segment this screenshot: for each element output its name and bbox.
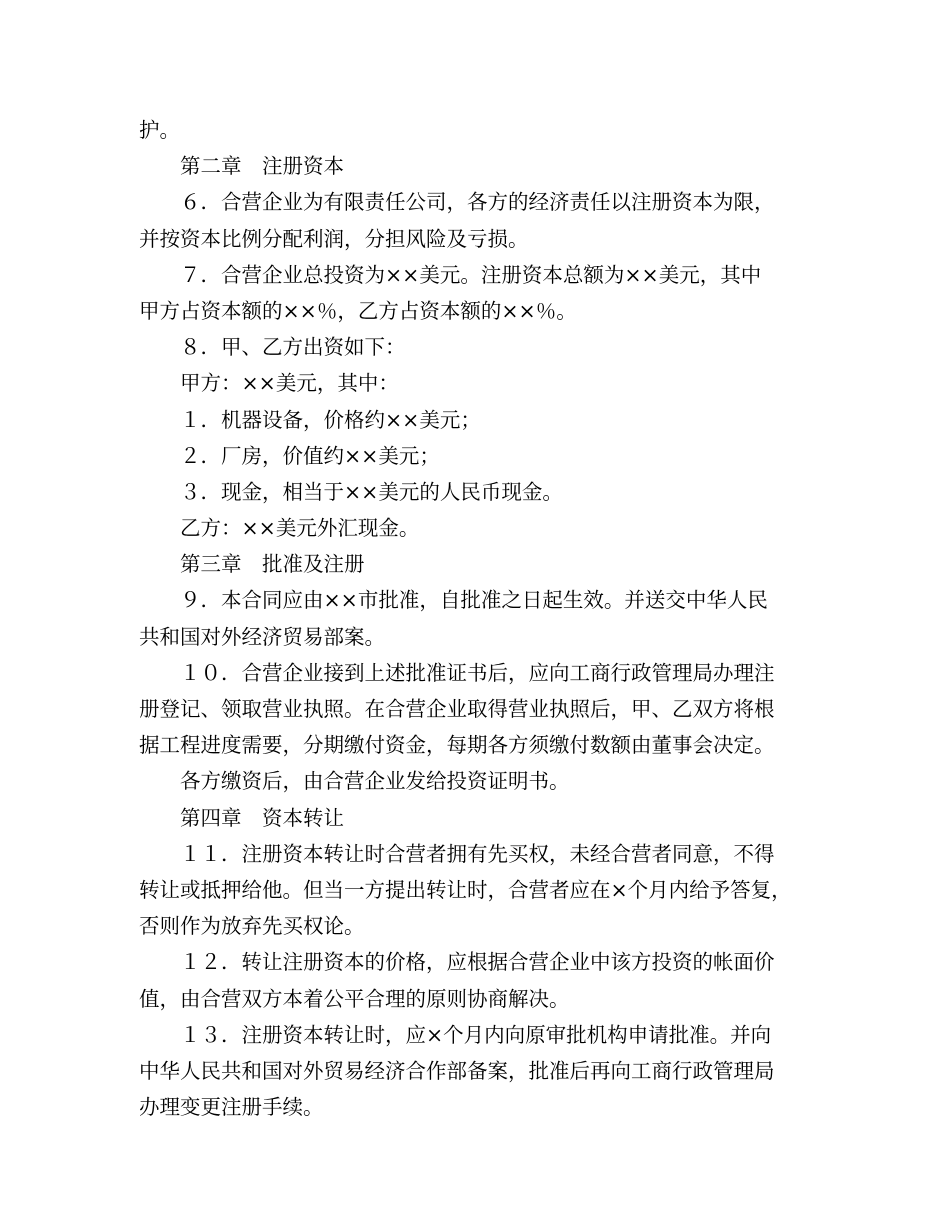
text-line: ３．现金，相当于××美元的人民币现金。 (180, 479, 563, 504)
text-line: 共和国对外经济贸易部案。 (139, 624, 385, 649)
text-line: 第三章 批准及注册 (180, 552, 365, 577)
text-line: ２．厂房，价值约××美元； (180, 443, 440, 468)
text-line: ８．甲、乙方出资如下： (180, 335, 406, 360)
text-line: 护。 (139, 118, 180, 142)
text-line: 办理变更注册手续。 (139, 1095, 324, 1120)
text-line: 转让或抵押给他。但当一方提出转让时，合营者应在×个月内给予答复， (139, 877, 792, 902)
text-line: １２．转让注册资本的价格，应根据合营企业中该方投资的帐面价 (180, 950, 775, 975)
document-body (139, 112, 814, 1125)
text-line: ９．本合同应由××市批准，自批准之日起生效。并送交中华人民 (180, 588, 768, 613)
text-line: 值，由合营双方本着公平合理的原则协商解决。 (139, 986, 570, 1011)
text-line: １３．注册资本转让时，应×个月内向原审批机构申请批准。并向 (180, 1022, 772, 1047)
text-line: 中华人民共和国对外贸易经济合作部备案，批准后再向工商行政管理局 (139, 1058, 775, 1083)
text-line: 否则作为放弃先买权论。 (139, 914, 365, 939)
text-line: 据工程进度需要，分期缴付资金，每期各方须缴付数额由董事会决定。 (139, 733, 775, 758)
text-line: 甲方：××美元，其中： (180, 371, 399, 396)
text-line: 甲方占资本额的××％，乙方占资本额的××％。 (139, 298, 577, 323)
text-line: １１．注册资本转让时合营者拥有先买权，未经合营者同意，不得 (180, 841, 775, 866)
text-line: ６．合营企业为有限责任公司，各方的经济责任以注册资本为限， (180, 190, 775, 215)
text-line: １０．合营企业接到上述批准证书后，应向工商行政管理局办理注 (180, 660, 775, 685)
text-line: １．机器设备，价格约××美元； (180, 407, 481, 432)
text-line: 第四章 资本转让 (180, 805, 344, 830)
text-line: ７．合营企业总投资为××美元。注册资本总额为××美元，其中 (180, 262, 762, 287)
text-line: 第二章 注册资本 (180, 154, 344, 179)
text-line: 并按资本比例分配利润，分担风险及亏损。 (139, 226, 529, 251)
text-line: 乙方：××美元外汇现金。 (180, 516, 420, 541)
text-line: 册登记、领取营业执照。在合营企业取得营业执照后，甲、乙双方将根 (139, 697, 775, 721)
text-line: 各方缴资后，由合营企业发给投资证明书。 (180, 769, 570, 794)
